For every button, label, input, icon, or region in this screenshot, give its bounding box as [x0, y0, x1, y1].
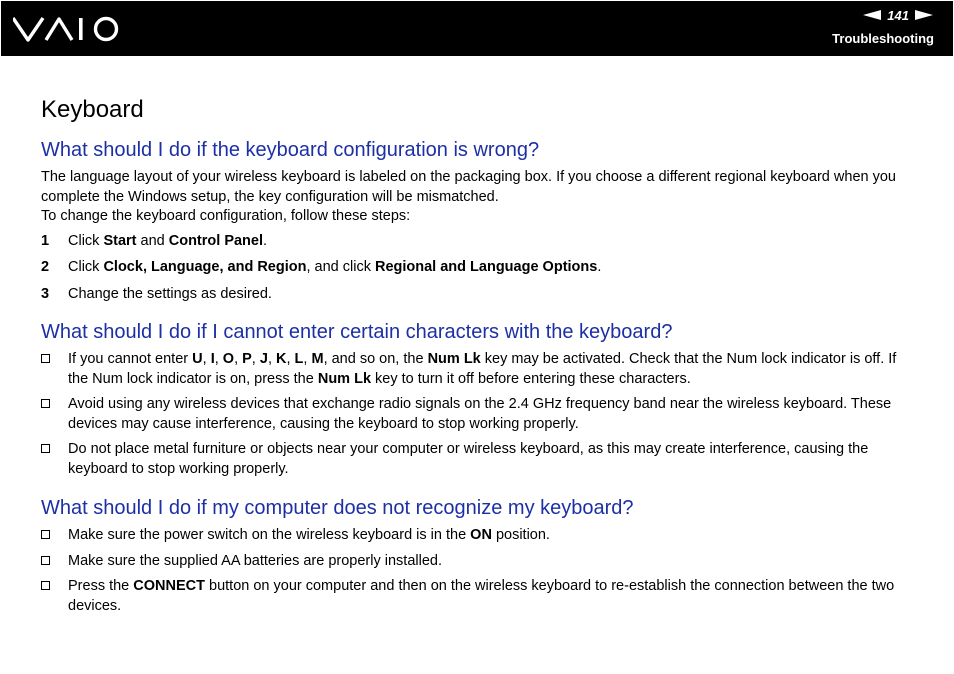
bold-text: O [222, 351, 235, 367]
checkbox-bullet-icon [41, 581, 50, 590]
text-run: Change the settings as desired. [68, 285, 272, 302]
bold-text: L [294, 351, 304, 367]
paragraph: To change the keyboard configuration, follow these steps: [41, 208, 411, 224]
previous-page-arrow-icon[interactable] [863, 10, 881, 20]
page-navigator [863, 7, 933, 23]
bold-text: Clock, Language, and Region [103, 259, 307, 275]
checkbox-bullet-icon [41, 556, 50, 565]
bullet-item [41, 526, 916, 546]
section-heading: What should I do if I cannot enter certain characters with the keyboard? [41, 321, 673, 343]
text-run: If you cannot enter [68, 351, 193, 367]
bullet-list [41, 526, 916, 616]
text-run: Make sure the supplied AA batteries are properly installed. [68, 552, 442, 569]
text-run: and [136, 232, 169, 249]
vaio-logo [13, 15, 121, 43]
bold-text: K [276, 351, 287, 367]
bold-text: Control Panel [168, 232, 264, 249]
text-run: , [286, 351, 295, 367]
checkbox-bullet-icon [41, 354, 50, 363]
text-run: Click [68, 232, 104, 249]
step-number: 2 [41, 259, 50, 275]
text-run: , [234, 351, 243, 367]
checkbox-bullet-icon [41, 530, 50, 539]
step-number: 3 [41, 285, 50, 302]
text-run: . [263, 232, 268, 249]
text-run: key may be activated. Check that the Num lock indicator is off. If the Num lock indicator is on, press the [68, 351, 897, 387]
bold-text: M [311, 351, 324, 367]
bold-text: I [210, 351, 215, 367]
text-run: , and click [306, 259, 375, 275]
bold-text: CONNECT [133, 578, 205, 594]
text-run: Press the [68, 578, 134, 594]
text-run: , [214, 351, 223, 367]
text-run: Do not place metal furniture or objects near your computer or wireless keyboard, as this may create interference, causing the keyboard to stop working properly. [68, 441, 869, 477]
paragraph: The language layout of your wireless keyboard is labeled on the packaging box. If you choose a different regional keyboard when you complete the Windows setup, the key configuration will be mismatched. [41, 169, 896, 205]
checkbox-bullet-icon [41, 399, 50, 408]
bold-text: P [242, 351, 252, 367]
page-content [41, 96, 916, 616]
bullet-item [41, 350, 916, 389]
section-heading: What should I do if the keyboard configuration is wrong? [41, 139, 540, 161]
bullet-item [41, 577, 916, 616]
text-run: Make sure the power switch on the wireless keyboard is in the [68, 527, 471, 543]
bold-text: Num Lk [317, 370, 372, 387]
text-run: Click [68, 259, 104, 275]
step-item [41, 232, 916, 252]
text-run: , [267, 351, 276, 367]
text-run: , [202, 351, 211, 367]
page-title: Keyboard [41, 96, 144, 123]
bullet-list [41, 350, 916, 479]
page-header [1, 1, 953, 56]
bold-text: U [192, 351, 203, 367]
section-heading: What should I do if my computer does not recognize my keyboard? [41, 497, 634, 519]
steps-list [41, 232, 916, 305]
text-run: , [303, 351, 312, 367]
text-run: , and so on, the [323, 351, 428, 367]
bullet-item [41, 395, 916, 434]
bullet-item [41, 552, 916, 572]
section-name: Troubleshooting [832, 31, 934, 46]
text-run: Avoid using any wireless devices that exchange radio signals on the 2.4 GHz frequency band near the wireless keyboard. These devices may cause interference, causing the keyboard to stop working properly. [68, 396, 892, 432]
text-run: . [597, 259, 602, 275]
bold-text: Regional and Language Options [374, 259, 598, 275]
checkbox-bullet-icon [41, 444, 50, 453]
bold-text: J [259, 351, 268, 367]
step-number: 1 [41, 232, 50, 249]
bold-text: Start [103, 232, 137, 249]
next-page-arrow-icon[interactable] [915, 10, 933, 20]
step-item [41, 285, 916, 305]
text-run: , [251, 351, 260, 367]
step-item [41, 258, 916, 278]
text-run: key to turn it off before entering these characters. [371, 370, 691, 387]
bold-text: ON [470, 527, 492, 543]
text-run: button on your computer and then on the wireless keyboard to re-establish the connection between the two devices. [68, 578, 895, 614]
bold-text: Num Lk [427, 351, 481, 367]
page-number: 141 [887, 7, 909, 23]
text-run: position. [491, 527, 550, 543]
bullet-item [41, 440, 916, 479]
